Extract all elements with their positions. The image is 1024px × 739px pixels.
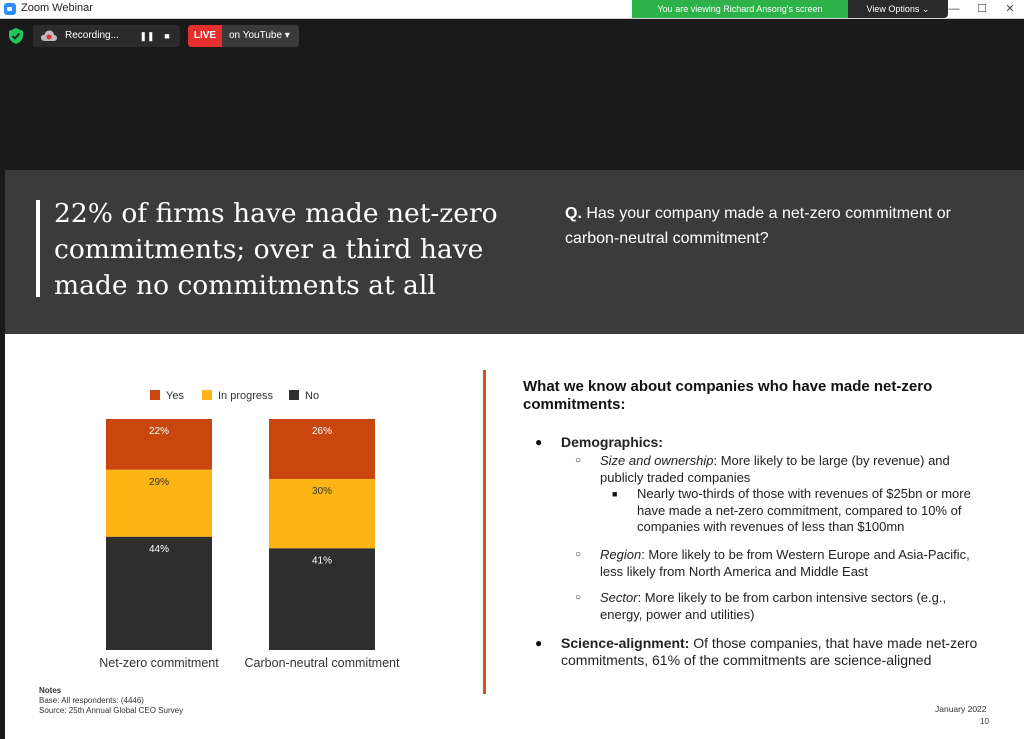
- question-text: Has your company made a net-zero commitment or carbon-neutral commitment?: [565, 205, 951, 247]
- legend-swatch-yes: [150, 390, 160, 400]
- slide-date: January 2022: [935, 704, 987, 714]
- science-alignment-heading: Science-alignment:: [561, 635, 690, 651]
- slide-header: [5, 170, 1024, 334]
- sector-label: Sector: [600, 590, 638, 605]
- notes-title: Notes: [39, 686, 62, 695]
- legend-label-yes: Yes: [166, 390, 184, 402]
- shield-icon[interactable]: [9, 28, 23, 44]
- legend-label-no: No: [305, 390, 320, 402]
- youtube-stream-dropdown[interactable]: [222, 25, 299, 47]
- demographics-heading: Demographics:: [561, 434, 663, 450]
- data-label-carbon-neutral-no: 41%: [311, 555, 333, 567]
- live-badge: LIVE: [188, 25, 222, 47]
- slide-headline: 22% of firms have made net-zero commitments; over a third have made no commitments at all: [54, 198, 498, 301]
- zoom-logo-icon: [4, 3, 16, 15]
- size-ownership-point: [600, 453, 980, 486]
- slide-page-number: 10: [980, 717, 989, 726]
- revenue-detail-point: Nearly two-thirds of those with revenues of $25bn or more have made a net-zero commitment, compared to 10% of companies with revenues of less than $100mn: [637, 486, 971, 534]
- data-label-net-zero-no: 44%: [148, 543, 170, 555]
- bullet-circle-icon: ○: [575, 455, 582, 466]
- view-options-button[interactable]: View Options ⌄: [848, 0, 948, 18]
- minimize-icon[interactable]: —: [948, 3, 960, 15]
- survey-question: [565, 201, 995, 251]
- bullet-circle-icon: ○: [575, 592, 582, 603]
- bullet-square-icon: ■: [612, 489, 618, 499]
- sector-text: : More likely to be from carbon intensive sectors (e.g., energy, power and utilities): [600, 590, 947, 622]
- notes-base: Base: All respondents: (4446): [39, 696, 144, 705]
- data-label-carbon-neutral-yes: 26%: [311, 426, 333, 437]
- science-alignment-point: [561, 635, 981, 668]
- stop-recording-button[interactable]: ■: [164, 31, 170, 41]
- region-label: Region: [600, 547, 642, 562]
- recording-label: Recording...: [65, 30, 119, 41]
- recording-indicator: [33, 25, 180, 47]
- cloud-recording-icon: [41, 30, 57, 42]
- youtube-stream-label: on YouTube ▾: [229, 30, 290, 41]
- section-divider: [483, 370, 486, 694]
- window-title: Zoom Webinar: [21, 2, 93, 14]
- legend-yes: [150, 390, 184, 402]
- sector-point: [600, 590, 980, 623]
- title-accent-bar: [36, 200, 40, 297]
- slide-notes: [39, 686, 183, 716]
- x-label-net-zero: Net-zero commitment: [99, 656, 219, 670]
- bullet-disc-icon: ●: [535, 435, 543, 449]
- data-label-net-zero-in-progress: 29%: [148, 476, 170, 488]
- bullet-disc-icon: ●: [535, 636, 543, 650]
- slide-body: [5, 334, 1024, 739]
- pause-recording-button[interactable]: ❚❚: [139, 31, 155, 41]
- question-prefix: Q.: [565, 205, 582, 222]
- viewing-screen-banner: You are viewing Richard Ansong's screen: [632, 0, 848, 18]
- legend-no: [289, 390, 319, 402]
- size-ownership-text: : More likely to be large (by revenue) and publicly traded companies: [600, 453, 950, 485]
- legend-swatch-no: [289, 390, 299, 400]
- legend-label-in-progress: In progress: [218, 390, 274, 402]
- x-label-carbon-neutral: Carbon-neutral commitment: [244, 656, 400, 670]
- findings-title: What we know about companies who have made net-zero commitments:: [523, 378, 933, 413]
- region-point: [600, 547, 970, 580]
- science-alignment-text: Of those companies, that have made net-zero commitments, 61% of the commitments are science-aligned: [561, 635, 978, 668]
- maximize-icon[interactable]: ☐: [977, 3, 987, 15]
- legend-swatch-in-progress: [202, 390, 212, 400]
- region-text: : More likely to be from Western Europe and Asia-Pacific, less likely from North America and Middle East: [600, 547, 970, 579]
- stacked-bar-chart: [5, 414, 405, 654]
- data-label-carbon-neutral-in-progress: 30%: [311, 486, 333, 498]
- bullet-circle-icon: ○: [575, 549, 582, 560]
- notes-source: Source: 25th Annual Global CEO Survey: [39, 706, 184, 715]
- close-icon[interactable]: ✕: [1005, 3, 1015, 15]
- size-ownership-label: Size and ownership: [600, 453, 714, 468]
- legend-in-progress: [202, 390, 273, 402]
- data-label-net-zero-yes: 22%: [148, 426, 170, 437]
